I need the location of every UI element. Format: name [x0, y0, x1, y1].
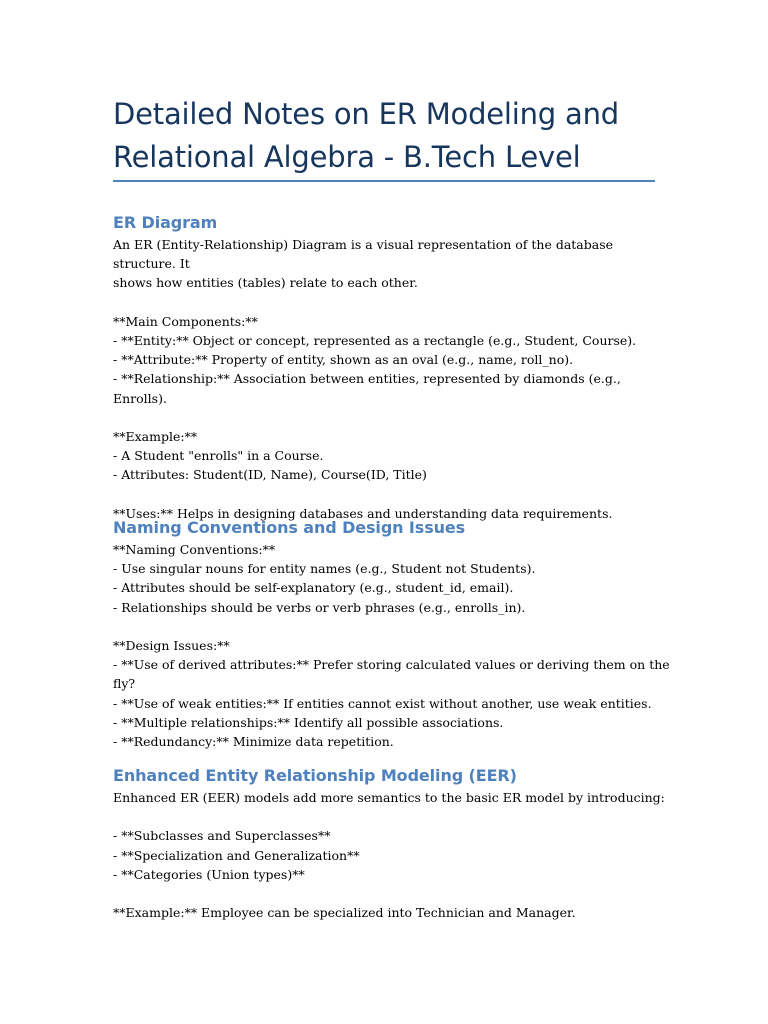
section-heading: Naming Conventions and Design Issues [113, 518, 466, 537]
section-body: Enhanced ER (EER) models add more semantics to the basic ER model by introducing: - **Subclasses and Superclasses** - **Specialization and Generalization** - **Categories (Union types)** **Example:** Employee can be specialized into Technician and Manager. [113, 790, 665, 921]
section-naming-conventions [113, 516, 673, 751]
document-title: Detailed Notes on ER Modeling and Relational Algebra - B.Tech Level [113, 97, 619, 174]
title-underline-rule [113, 180, 655, 182]
section-eer [113, 764, 673, 922]
section-body: An ER (Entity-Relationship) Diagram is a visual representation of the database structure. It shows how entities (tables) relate to each other. **Main Components:** - **Entity:** Object or concept, represented as a rectangle (e.g., Student, Course). - **Attribute:** Property of entity, shown as an oval (e.g., name, roll_no). - **Relationship:** Association between entities, represented by diamonds (e.g., Enrolls). **Example:** - A Student "enrolls" in a Course. - Attributes: Student(ID, Name), Course(ID, Title) **Uses:** Helps in designing databases and understanding data requirements. [113, 237, 637, 521]
section-heading: Enhanced Entity Relationship Modeling (EER) [113, 766, 517, 785]
section-heading: ER Diagram [113, 213, 218, 232]
section-body: **Naming Conventions:** - Use singular nouns for entity names (e.g., Student not Students). - Attributes should be self-explanatory (e.g., student_id, email). - Relationships should be verbs or verb phrases (e.g., enrolls_in). **Design Issues:** - **Use of derived attributes:** Prefer storing calculated values or deriving them on the fly? - **Use of weak entities:** If entities cannot exist without another, use weak entities. - **Multiple relationships:** Identify all possible associations. - **Redundancy:** Minimize data repetition. [113, 542, 670, 750]
section-er-diagram [113, 211, 673, 523]
